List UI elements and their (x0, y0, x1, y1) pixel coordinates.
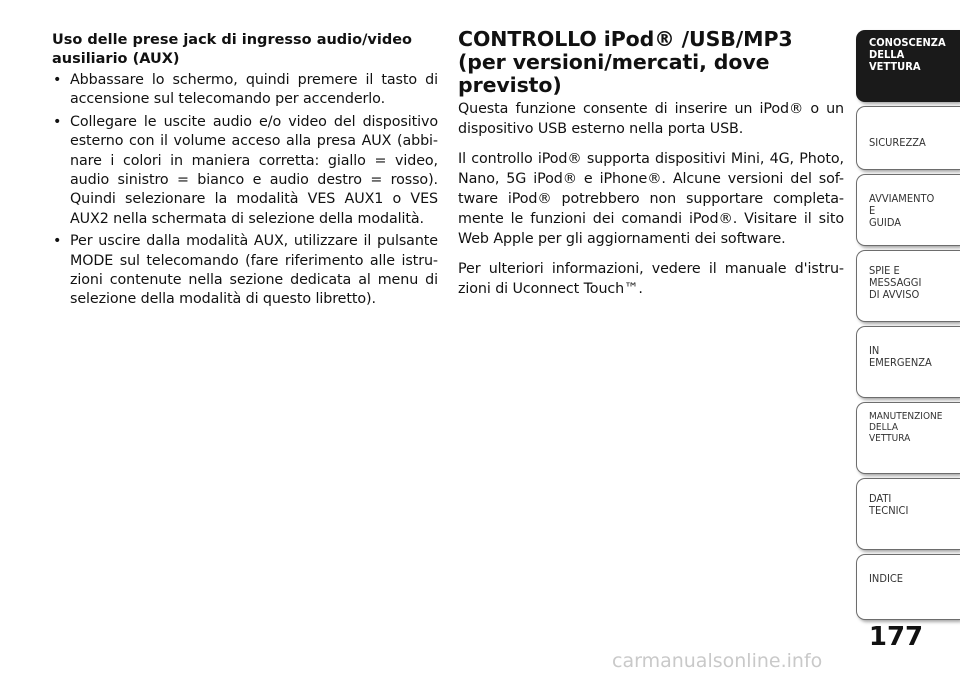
tab-label-line: EMERGENZA (869, 356, 932, 369)
list-item-text: Abbassare lo schermo, quindi premere il tasto di accensione sul telecomando per accenderlo. (70, 72, 438, 108)
list-item-text: Collegare le uscite audio e/o video del dispositivo esterno con il volume acceso alla presa AUX (abbi- nare i colori in maniera corretta: giallo = video, audio sinistro = bianco e audio destro = rosso). Quindi selezionare la modalità VES AUX1 o VES AUX2 nella schermata di selezione della modalità. (70, 113, 438, 227)
paragraph: Questa funzione consente di inserire un iPod® o un dispositivo USB esterno nella porta USB. (458, 101, 844, 137)
tab-avviamento-e-guida[interactable] (856, 174, 960, 246)
list-item (52, 232, 438, 310)
tab-label-line: SPIE E (869, 264, 900, 277)
tab-label-line: VETTURA (869, 60, 921, 73)
section-heading: CONTROLLO iPod® /USB/MP3 (per versioni/mercati, dove previsto) (458, 27, 793, 97)
bullet-icon: • (53, 72, 62, 88)
tab-label-line: GUIDA (869, 216, 902, 229)
tab-indice[interactable] (856, 554, 960, 620)
section-subheading (52, 31, 438, 68)
tab-label-line: CONOSCENZA (869, 36, 946, 49)
tab-label-line: MESSAGGI (869, 276, 922, 289)
tab-dati-tecnici[interactable] (856, 478, 960, 550)
tab-spie-e-messaggi[interactable] (856, 250, 960, 322)
tab-label-line: INDICE (869, 572, 904, 585)
list-item (52, 113, 438, 229)
paragraph: Il controllo iPod® supporta dispositivi Mini, 4G, Photo, Nano, 5G iPod® e iPhone®. Alcune versioni del sof- tware iPod® potrebbero non supportare completa- mente le funzioni dei comandi iPod®. Visitare il sito Web Apple per gli aggiornamenti dei software. (458, 151, 844, 247)
bullet-icon: • (53, 233, 62, 250)
page-number: 177 (868, 622, 924, 652)
tab-conoscenza-della-vettura[interactable] (856, 30, 960, 102)
tab-label-line: DATI (869, 492, 892, 505)
tab-label-line: IN (869, 344, 880, 357)
tab-label-line: E (869, 204, 876, 217)
watermark: carmanualsonline.info (612, 650, 823, 672)
paragraph: Per ulteriori informazioni, vedere il manuale d'istru- zioni di Uconnect Touch™. (458, 261, 844, 297)
tab-label-line: VETTURA (869, 433, 911, 444)
list-item (52, 71, 438, 110)
tab-label-line: TECNICI (869, 504, 909, 517)
tab-manutenzione-della-vettura[interactable] (856, 402, 960, 474)
list-item-text: Per uscire dalla modalità AUX, utilizzare il pulsante MODE sul telecomando (fare riferimento alle istru- zioni contenute nella sezione dedicata al menu di selezione della modalità di questo libretto). (70, 233, 438, 308)
chapter-tabs (856, 0, 960, 678)
tab-sicurezza[interactable] (856, 106, 960, 170)
tab-label-line: DELLA (869, 48, 905, 61)
instruction-list (52, 71, 438, 310)
tab-label-line: MANUTENZIONE (869, 411, 943, 422)
tab-label-line: DI AVVISO (869, 288, 920, 301)
tab-label-line: AVVIAMENTO (869, 192, 935, 205)
subheading-line-1: Uso delle prese jack di ingresso audio/video (52, 32, 413, 48)
left-column (52, 31, 438, 313)
subheading-line-2: ausiliario (AUX) (52, 50, 180, 67)
tab-label-line: SICUREZZA (869, 136, 926, 149)
tab-in-emergenza[interactable] (856, 326, 960, 398)
tab-label-line: DELLA (869, 422, 899, 433)
right-column (458, 28, 844, 309)
bullet-icon: • (53, 113, 62, 130)
